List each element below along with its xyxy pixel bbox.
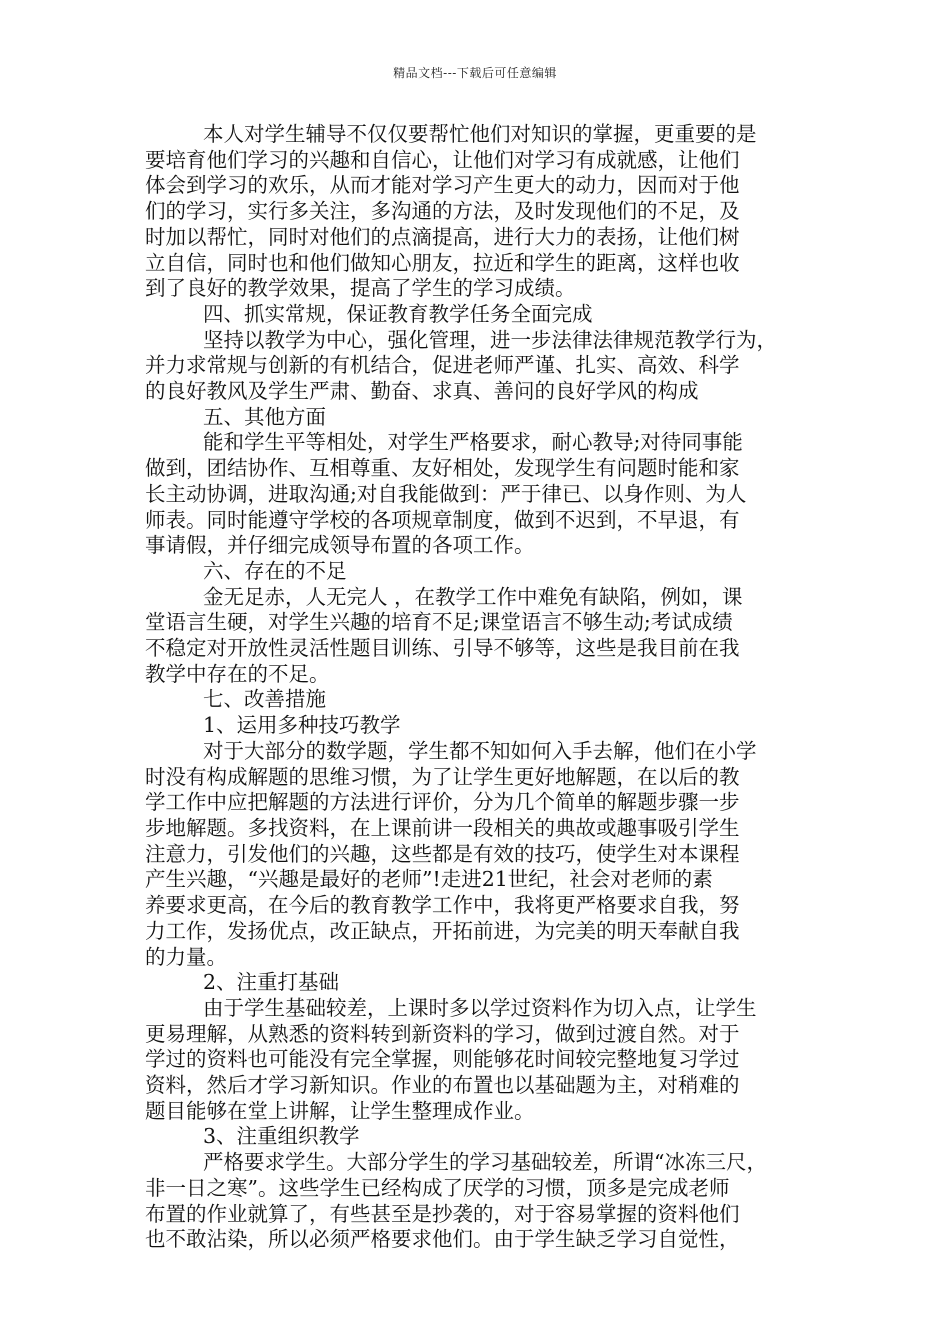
text-line: 六、存在的不足 [203, 558, 347, 583]
text-line: 严格要求学生。大部分学生的学习基础较差，所谓“冰冻三尺， [203, 1150, 767, 1175]
text-line: 资料，然后才学习新知识。作业的布置也以基础题为主，对稍难的 [145, 1073, 740, 1098]
page-header: 精品文档---下载后可任意编辑 [393, 66, 557, 80]
text-line: 题目能够在堂上讲解，让学生整理成作业。 [145, 1098, 535, 1123]
text-line: 更易理解，从熟悉的资料转到新资料的学习，做到过渡自然。对于 [145, 1021, 740, 1046]
text-line: 2、注重打基础 [203, 970, 340, 995]
text-line: 时加以帮忙，同时对他们的点滴提高，进行大力的表扬，让他们树 [145, 224, 740, 249]
text-line: 力工作，发扬优点，改正缺点，开拓前进，为完美的明天奉献自我 [145, 918, 740, 943]
text-line: 养要求更高，在今后的教育教学工作中，我将更严格要求自我，努 [145, 893, 740, 918]
text-line: 坚持以教学为中心，强化管理，进一步法律法律规范教学行为， [203, 327, 777, 352]
text-line: 对于大部分的数学题，学生都不知如何入手去解，他们在小学 [203, 738, 757, 763]
text-line: 步地解题。多找资料，在上课前讲一段相关的典故或趣事吸引学生 [145, 815, 740, 840]
text-line: 要培育他们学习的兴趣和自信心，让他们对学习有成就感，让他们 [145, 147, 740, 172]
text-line: 们的学习，实行多关注，多沟通的方法，及时发现他们的不足，及 [145, 199, 740, 224]
text-line: 体会到学习的欢乐，从而才能对学习产生更大的动力，因而对于他 [145, 173, 740, 198]
text-line: 本人对学生辅导不仅仅要帮忙他们对知识的掌握，更重要的是 [203, 122, 757, 146]
text-line: 五、其他方面 [203, 404, 326, 429]
text-line: 学过的资料也可能没有完全掌握，则能够花时间较完整地复习学过 [145, 1047, 740, 1072]
text-line: 事请假，并仔细完成领导布置的各项工作。 [145, 533, 535, 558]
text-line: 产生兴趣，“兴趣是最好的老师”!走进21世纪，社会对老师的素 [145, 867, 713, 892]
text-line: 长主动协调，进取沟通;对自我能做到：严于律已、以身作则、为人 [145, 481, 747, 506]
text-line: 堂语言生硬，对学生兴趣的培育不足;课堂语言不够生动;考试成绩 [145, 610, 733, 635]
document-body [145, 122, 810, 1253]
text-line: 也不敢沾染，所以必须严格要求他们。由于学生缺乏学习自觉性， [145, 1227, 740, 1252]
text-line: 由于学生基础较差，上课时多以学过资料作为切入点，让学生 [203, 995, 757, 1020]
text-line: 不稳定对开放性灵活性题目训练、引导不够等，这些是我目前在我 [145, 636, 740, 661]
text-line: 教学中存在的不足。 [145, 661, 330, 686]
text-line: 到了良好的教学效果，提高了学生的学习成绩。 [145, 276, 576, 301]
text-line: 1、运用多种技巧教学 [203, 713, 401, 738]
text-line: 师表。同时能遵守学校的各项规章制度，做到不迟到，不早退，有 [145, 507, 740, 532]
text-line: 布置的作业就算了，有些甚至是抄袭的，对于容易掌握的资料他们 [145, 1201, 740, 1226]
text-line: 能和学生平等相处，对学生严格要求，耐心教导;对待同事能 [203, 430, 743, 455]
text-line: 的良好教风及学生严肃、勤奋、求真、善问的良好学风的构成 [145, 379, 699, 404]
text-line: 四、抓实常规，保证教育教学任务全面完成 [203, 301, 593, 326]
text-line: 立自信，同时也和他们做知心朋友，拉近和学生的距离，这样也收 [145, 250, 740, 275]
text-line: 注意力，引发他们的兴趣，这些都是有效的技巧，使学生对本课程 [145, 841, 740, 866]
text-line: 时没有构成解题的思维习惯，为了让学生更好地解题，在以后的教 [145, 764, 740, 789]
text-line: 并力求常规与创新的有机结合，促进老师严谨、扎实、高效、科学 [145, 353, 740, 378]
text-line: 金无足赤，人无完人 ，在教学工作中难免有缺陷，例如，课 [203, 584, 743, 609]
text-line: 的力量。 [145, 944, 227, 969]
text-line: 七、改善措施 [203, 687, 326, 712]
text-line: 学工作中应把解题的方法进行评价，分为几个简单的解题步骤一步 [145, 790, 740, 815]
text-line: 非一日之寒”。这些学生已经构成了厌学的习惯，顶多是完成老师 [145, 1175, 730, 1200]
text-line: 做到，团结协作、互相尊重、友好相处，发现学生有问题时能和家 [145, 456, 740, 481]
text-line: 3、注重组织教学 [203, 1124, 360, 1149]
